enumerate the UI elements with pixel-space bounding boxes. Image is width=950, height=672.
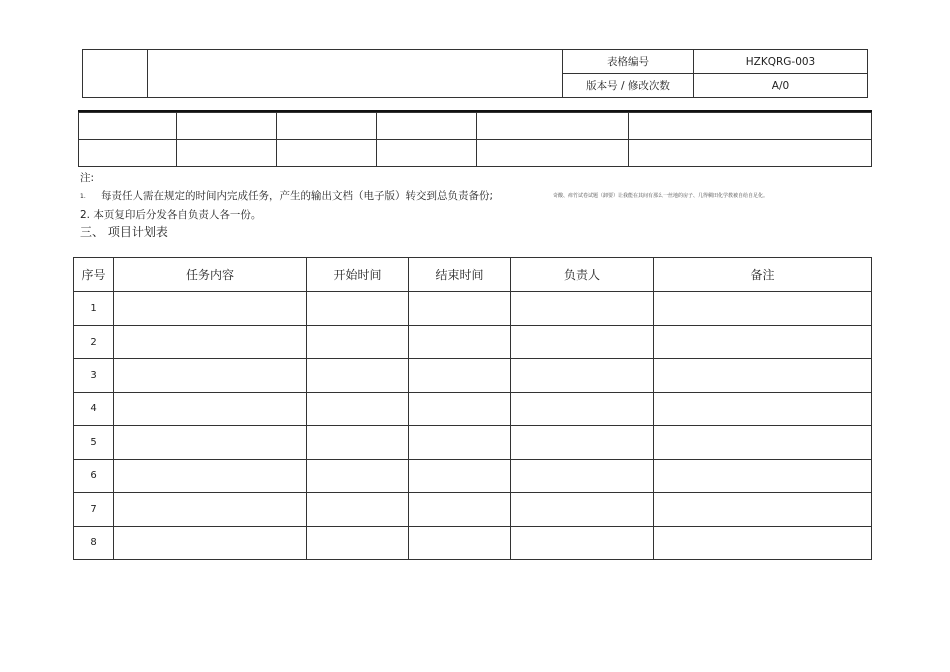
table-row: [74, 426, 872, 459]
note-1-text: 每责任人需在规定的时间内完成任务，产生的输出文档（电子版）转交到总负责备份;: [101, 190, 494, 202]
version-value: A/0: [694, 74, 868, 98]
grid-cell: [277, 140, 377, 167]
row-number: 3: [74, 359, 114, 392]
col-header-end: 结束时间: [409, 258, 511, 292]
col-header-remark: 备注: [654, 258, 872, 292]
row-number: 6: [74, 459, 114, 492]
table-row: [74, 292, 872, 325]
notes-title: 注:: [80, 172, 95, 184]
grid-cell: [177, 140, 277, 167]
grid-cell: [177, 113, 277, 140]
section-title: 三、 项目计划表: [80, 225, 168, 239]
form-no-label: 表格编号: [563, 50, 694, 74]
grid-cell: [477, 113, 629, 140]
grid-cell: [377, 113, 477, 140]
table-row: [74, 459, 872, 492]
logo-cell: [83, 50, 148, 98]
version-label: 版本号 / 修改次数: [563, 74, 694, 98]
table-row: [74, 359, 872, 392]
table-row: [74, 325, 872, 358]
note-1-number: 1.: [80, 193, 86, 200]
grid-cell: [79, 140, 177, 167]
row-number: 4: [74, 392, 114, 425]
col-header-task: 任务内容: [114, 258, 307, 292]
row-number: 5: [74, 426, 114, 459]
table-row: [74, 493, 872, 526]
col-header-owner: 负责人: [511, 258, 654, 292]
col-header-no: 序号: [74, 258, 114, 292]
note-1-small-text: 奇酸、痒竹试卷试题（卸要）让我能在其间有那么一丝地的房子、几得稠田化学教被自给自足化。: [553, 193, 769, 199]
row-number: 7: [74, 493, 114, 526]
title-cell: [148, 50, 563, 98]
grid-cell: [629, 113, 872, 140]
project-plan-table: [73, 257, 872, 560]
form-no-value: HZKQRG-003: [694, 50, 868, 74]
grid-cell: [377, 140, 477, 167]
row-number: 8: [74, 526, 114, 559]
table-row: [74, 526, 872, 559]
row-number: 2: [74, 325, 114, 358]
col-header-start: 开始时间: [307, 258, 409, 292]
row-number: 1: [74, 292, 114, 325]
blank-grid-table: [78, 112, 872, 167]
grid-cell: [79, 113, 177, 140]
table-row: [74, 392, 872, 425]
grid-cell: [629, 140, 872, 167]
plan-header-row: [74, 258, 872, 292]
grid-cell: [277, 113, 377, 140]
note-2-text: 2. 本页复印后分发各自负责人各一份。: [80, 209, 262, 221]
grid-cell: [477, 140, 629, 167]
form-header-table: [82, 49, 868, 98]
